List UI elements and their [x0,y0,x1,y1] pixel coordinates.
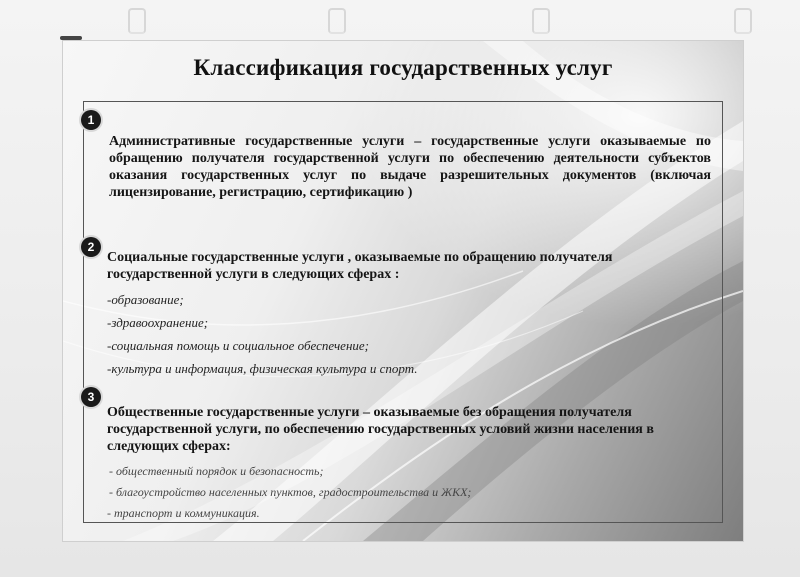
slide [62,40,744,542]
list-item: -образование; [107,292,184,307]
list-item: - общественный порядок и безопасность; [109,464,324,478]
binder-hole-mark [734,8,752,34]
section-number-badge: 3 [81,387,101,407]
list-item: - транспорт и коммуникация. [107,506,260,520]
slide-title: Классификация государственных услуг [193,55,613,80]
list-item: -социальная помощь и социальное обеспечение; [107,338,369,353]
section-1-text: Административные государственные услуги – государственные услуги оказываемые по обращению получателя государственной услуги по обеспечению деятельности субъектов оказания государственных услуг по выдаче разрешительных документов (включая лицензирование, регистрацию, сертификацию ) [109,134,711,200]
section-3-text: Общественные государственные услуги – оказываемые без обращения получателя государственной услуги, по обеспечению государственных условий жизни населения в следующих сферах: [107,405,654,454]
list-item: -культура и информация, физическая культура и спорт. [107,361,418,376]
binder-hole-mark [532,8,550,34]
binder-hole-mark [328,8,346,34]
section-number-badge: 1 [81,110,101,130]
binder-hole-mark [128,8,146,34]
list-item: - благоустройство населенных пунктов, градостроительства и ЖКХ; [109,485,472,499]
section-number-badge: 2 [81,237,101,257]
section-2-text: Социальные государственные услуги , оказываемые по обращению получателя государственной услуги в следующих сферах : [107,250,613,282]
list-item: -здравоохранение; [107,315,209,330]
